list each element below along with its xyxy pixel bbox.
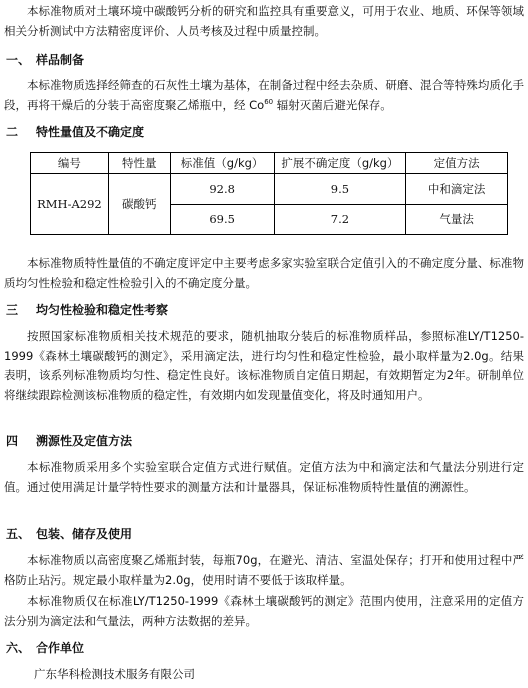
property-cell: 碳酸钙 [108,174,170,235]
sample-id-cell: RMH-A292 [31,174,109,235]
traceability-paragraph: 本标准物质采用多个实验室联合定值方式进行赋值。定值方法为中和滴定法和气量法分别进行定值。通过使用满足计量学特性要求的测量方法和计量器具，保证标准物质特性量值的溯源性。 [4,460,524,494]
value-cell: 69.5 [170,204,274,235]
section-heading-4 [6,433,132,449]
section-heading-3 [6,302,168,318]
method-cell: 中和滴定法 [406,174,508,205]
preparation-paragraph [4,76,524,115]
uncertainty-note: 本标准物质特性量值的不确定度评定中主要考虑多家实验室联合定值引入的不确定度分量、标准物质均匀性检验和稳定性检验引入的不确定度分量。 [4,256,524,290]
section-number: 三 [6,303,19,317]
section-title: 样品制备 [36,53,85,67]
section-number: 一、 [6,53,31,67]
section-heading-5 [6,526,132,542]
section-number: 四 [6,434,19,448]
section-number: 五、 [6,527,31,541]
section-title: 合作单位 [36,641,85,655]
section-title: 溯源性及定值方法 [36,434,133,448]
specification-table [30,152,508,235]
section-title: 均匀性检验和稳定性考察 [36,303,169,317]
company-name: 广东华科检测技术服务有限公司 [34,667,195,681]
uncertainty-cell: 9.5 [274,174,406,205]
header-cell: 特性量 [108,153,170,174]
preparation-text: 本标准物质选择经筛查的石灰性土壤为基体，在制备过程中经去杂质、研磨、混合等特殊均质化手段，再将干燥后的分装于高密度聚乙烯瓶中，经 Co [4,78,524,112]
table-header-row [31,153,508,174]
intro-paragraph: 本标准物质对土壤环境中碳酸钙分析的研究和监控具有重要意义，可用于农业、地质、环保等领域相关分析测试中方法精密度评价、人员考核及过程中质量控制。 [4,4,524,38]
isotope-superscript: 60 [264,97,274,106]
packaging-paragraph: 本标准物质以高密度聚乙烯瓶封装，每瓶70g，在避光、清洁、室温处保存；打开和使用过程中严格防止玷污。规定最小取样量为2.0g，使用时请不要低于该取样量。 [4,553,524,587]
header-cell: 编号 [31,153,109,174]
preparation-text-end: 辐射灭菌后避光保存。 [273,97,392,112]
value-cell: 92.8 [170,174,274,205]
uncertainty-cell: 7.2 [274,204,406,235]
section-title: 包装、储存及使用 [36,527,133,541]
header-cell: 定值方法 [406,153,508,174]
header-cell: 标准值（g/kg） [170,153,274,174]
usage-paragraph: 本标准物质仅在标准LY/T1250-1999《森林土壤碳酸钙的测定》范围内使用，注意采用的定值方法分别为滴定法和气量法，两种方法数据的差异。 [4,594,524,628]
section-heading-2 [6,124,144,140]
homogeneity-paragraph: 按照国家标准物质相关技术规范的要求，随机抽取分装后的标准物质样品，参照标准LY/T1250-1999《森林土壤碳酸钙的测定》，采用滴定法，进行均匀性和稳定性检验，最小取样量为2.0g。结果表明，该系列标准物质均匀性、稳定性良好。该标准物质自定值日期起，有效期暂定为2年。研制单位将继续跟踪检测该标准物质的稳定性，有效期内如发现量值变化，将及时通知用户。 [4,329,524,402]
section-title: 特性量值及不确定度 [36,125,145,139]
section-number: 二 [6,125,19,139]
section-number: 六、 [6,641,31,655]
method-cell: 气量法 [406,204,508,235]
table-row [31,174,508,205]
section-heading-1 [6,52,84,68]
header-cell: 扩展不确定度（g/kg） [274,153,406,174]
section-heading-6 [6,640,84,656]
